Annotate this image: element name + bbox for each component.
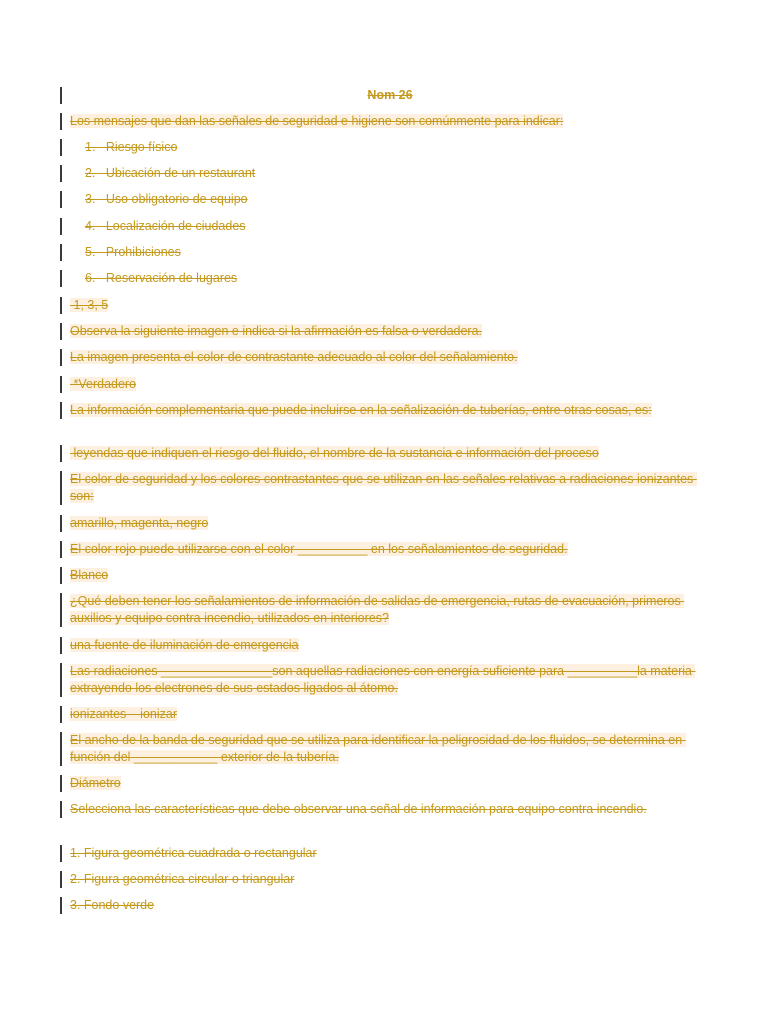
answer-text: Diámetro: [70, 776, 121, 790]
question-text: Los mensajes que dan las señales de seguridad e higiene son comúnmente para indicar:: [70, 114, 564, 128]
document-title: [60, 87, 710, 104]
answer-text: 1, 3, 5: [70, 298, 109, 312]
answer-text: una fuente de iluminación de emergencia: [70, 638, 299, 652]
answer-8: [60, 775, 710, 792]
option-text: 2. Ubicación de un restaurant: [85, 166, 256, 180]
option-item: [60, 871, 710, 888]
question-text: La información complementaria que puede incluirse en la señalización de tuberías, entre otras cosas, es:: [70, 403, 652, 417]
option-item: [60, 270, 725, 287]
question-text: El color de seguridad y los colores contrastantes que se utilizan en las señales relativas a radiaciones ionizantes son:: [70, 472, 697, 503]
answer-4: [60, 515, 710, 532]
question-text: La imagen presenta el color de contrastante adecuado al color del señalamiento.: [70, 350, 518, 364]
option-item: [60, 139, 725, 156]
option-text: 5. Prohibiciones: [85, 245, 181, 259]
answer-7: [60, 706, 710, 723]
option-text: 3. Uso obligatorio de equipo: [85, 192, 248, 206]
title-text: Nom 26: [367, 88, 413, 102]
question-8: [60, 732, 710, 766]
answer-2: [60, 376, 710, 393]
question-2-statement: [60, 349, 710, 366]
answer-5: [60, 567, 710, 584]
question-2: [60, 323, 710, 340]
option-item: [60, 191, 725, 208]
question-text: El ancho de la banda de seguridad que se utiliza para identificar la peligrosidad de los fluidos, se determina en función del ____________ exterior de la tubería.: [70, 733, 686, 764]
question-text: Selecciona las características que debe observar una señal de información para equipo contra incendio.: [70, 802, 647, 816]
option-item: [60, 897, 710, 914]
option-text: 4. Localización de ciudades: [85, 219, 246, 233]
answer-1: [60, 297, 710, 314]
option-item: [60, 244, 725, 261]
option-item: [60, 845, 710, 862]
question-text: Observa la siguiente imagen e indica si la afirmación es falsa o verdadera.: [70, 324, 483, 338]
answer-text: amarillo, magenta, negro: [70, 516, 209, 530]
question-1: [60, 113, 710, 130]
question-text: El color rojo puede utilizarse con el color __________ en los señalamientos de seguridad.: [70, 542, 568, 556]
answer-text: ionizantes – ionizar: [70, 707, 178, 721]
option-text: 1. Riesgo físico: [85, 140, 178, 154]
answer-3: [60, 445, 710, 462]
question-6: [60, 593, 710, 627]
question-text: Las radiaciones ________________son aquellas radiaciones con energía suficiente para __________la materia extrayendo los electrones de sus estados ligados al átomo.: [70, 664, 696, 695]
option-text: 1. Figura geométrica cuadrada o rectangular: [70, 846, 317, 860]
answer-text: *Verdadero: [70, 377, 137, 391]
option-text: 2. Figura geométrica circular o triangular: [70, 872, 295, 886]
question-9: [60, 801, 710, 818]
answer-text: Blanco: [70, 568, 109, 582]
option-item: [60, 165, 725, 182]
question-7: [60, 663, 710, 697]
option-text: 6. Reservación de lugares: [85, 271, 238, 285]
question-5: [60, 541, 710, 558]
question-3: [60, 402, 710, 419]
option-text: 3. Fondo verde: [70, 898, 155, 912]
option-item: [60, 218, 725, 235]
question-text: ¿Qué deben tener los señalamientos de información de salidas de emergencia, rutas de evacuación, primeros auxilios y equipo contra incendio, utilizados en interiores?: [70, 594, 685, 625]
answer-text: leyendas que indiquen el riesgo del fluido, el nombre de la sustancia e información del proceso: [70, 446, 599, 460]
question-4: [60, 471, 710, 505]
answer-6: [60, 637, 710, 654]
